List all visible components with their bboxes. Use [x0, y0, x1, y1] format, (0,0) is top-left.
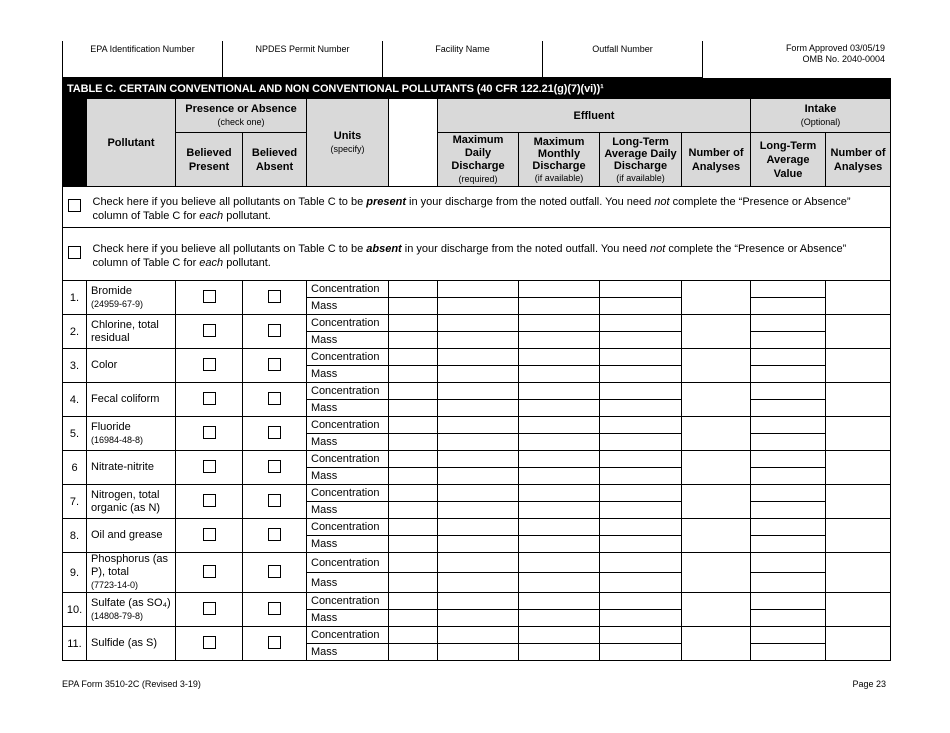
units-concentration-input[interactable]	[389, 281, 438, 298]
max-daily-mass-input[interactable]	[438, 400, 519, 417]
col-intake-long-term: Long-Term Average Value	[751, 133, 826, 187]
max-monthly-concentration-input[interactable]	[519, 553, 600, 573]
believed-absent-cell	[243, 519, 307, 553]
max-monthly-concentration-input[interactable]	[519, 315, 600, 332]
pollutant-name-text: Oil and grease	[91, 529, 163, 541]
pollutant-row	[63, 593, 891, 610]
max-monthly-mass-input[interactable]	[519, 400, 600, 417]
pollutant-name-text: Sulfate (as SO₄)	[91, 596, 171, 609]
intake-num-analyses-input[interactable]	[826, 519, 891, 553]
unit-concentration-label: Concentration	[307, 281, 389, 298]
units-mass-input[interactable]	[389, 332, 438, 349]
unit-mass-label: Mass	[307, 400, 389, 417]
check-all-absent-row	[63, 228, 891, 281]
believed-present-cell	[176, 553, 243, 593]
max-monthly-mass-input[interactable]	[519, 573, 600, 593]
unit-mass-label: Mass	[307, 468, 389, 485]
max-daily-mass-input[interactable]	[438, 536, 519, 553]
units-mass-input[interactable]	[389, 468, 438, 485]
pollutant-row	[63, 315, 891, 332]
col-believed-present: Believed Present	[176, 133, 243, 187]
intake-num-analyses-input[interactable]	[826, 627, 891, 661]
max-daily-concentration-input[interactable]	[438, 451, 519, 468]
believed-present-checkbox[interactable]	[203, 636, 216, 649]
pollutant-number: 11.	[63, 627, 87, 661]
intake-long-term-concentration-input[interactable]	[751, 593, 826, 610]
max-monthly-mass-input[interactable]	[519, 502, 600, 519]
check-all-present-note: Check here if you believe all pollutants on Table C to be present in your discharge from the noted outfall. You need not complete the “Presence or Absence” column of Table C for each pollutant.	[87, 187, 891, 228]
num-analyses-input[interactable]	[682, 281, 751, 315]
max-daily-mass-input[interactable]	[438, 502, 519, 519]
long-term-avg-concentration-input[interactable]	[600, 383, 682, 400]
believed-present-cell	[176, 451, 243, 485]
pollutant-name-text: Color	[91, 359, 118, 371]
max-monthly-sub: (if available)	[534, 172, 584, 183]
max-daily-mass-input[interactable]	[438, 573, 519, 593]
max-monthly-concentration-input[interactable]	[519, 383, 600, 400]
unit-mass-label: Mass	[307, 536, 389, 553]
intake-long-term-concentration-input[interactable]	[751, 417, 826, 434]
units-concentration-input[interactable]	[389, 451, 438, 468]
units-concentration-input[interactable]	[389, 349, 438, 366]
pollutant-name	[87, 383, 176, 417]
outfall-number-field[interactable]	[542, 41, 702, 78]
pollutant-name	[87, 417, 176, 451]
believed-absent-checkbox[interactable]	[268, 460, 281, 473]
believed-absent-checkbox[interactable]	[268, 392, 281, 405]
unit-concentration-label: Concentration	[307, 349, 389, 366]
pollutant-rows	[63, 281, 891, 661]
intake-long-term-concentration-input[interactable]	[751, 383, 826, 400]
pollutant-name	[87, 519, 176, 553]
intake-num-analyses-input[interactable]	[826, 281, 891, 315]
num-analyses-input[interactable]	[682, 553, 751, 593]
col-presence-absence: Presence or Absence (check one)	[176, 99, 307, 133]
pollutant-row	[63, 627, 891, 644]
max-monthly-mass-input[interactable]	[519, 644, 600, 661]
pollutant-name-text: Bromide	[91, 284, 132, 297]
check-all-present-checkbox[interactable]	[68, 199, 81, 212]
intake-long-term-concentration-input[interactable]	[751, 281, 826, 298]
col-effluent: Effluent	[438, 99, 751, 133]
believed-absent-checkbox[interactable]	[268, 290, 281, 303]
intake-num-analyses-input[interactable]	[826, 383, 891, 417]
pollutant-name	[87, 627, 176, 661]
unit-mass-label: Mass	[307, 366, 389, 383]
form-approved-text: Form Approved 03/05/19	[785, 43, 885, 53]
unit-mass-label: Mass	[307, 644, 389, 661]
max-daily-concentration-input[interactable]	[438, 383, 519, 400]
intake-long-term-mass-input[interactable]	[751, 610, 826, 627]
long-term-avg-sub: (if available)	[616, 172, 665, 183]
max-monthly-concentration-input[interactable]	[519, 281, 600, 298]
intake-num-analyses-input[interactable]	[826, 451, 891, 485]
pollutant-number: 6	[63, 451, 87, 485]
long-term-avg-mass-input[interactable]	[600, 644, 682, 661]
units-mass-input[interactable]	[389, 400, 438, 417]
long-term-avg-mass-input[interactable]	[600, 502, 682, 519]
num-analyses-input[interactable]	[682, 519, 751, 553]
intake-long-term-concentration-input[interactable]	[751, 349, 826, 366]
intake-num-analyses-input[interactable]	[826, 315, 891, 349]
col-intake: Intake (Optional)	[751, 99, 891, 133]
unit-mass-label: Mass	[307, 610, 389, 627]
max-monthly-concentration-input[interactable]	[519, 451, 600, 468]
believed-absent-cell	[243, 451, 307, 485]
believed-present-checkbox[interactable]	[203, 565, 216, 578]
pollutant-row	[63, 485, 891, 502]
max-daily-mass-input[interactable]	[438, 468, 519, 485]
long-term-avg-concentration-input[interactable]	[600, 315, 682, 332]
intake-long-term-concentration-input[interactable]	[751, 553, 826, 573]
facility-label: Facility Name	[435, 44, 490, 54]
long-term-avg-concentration-input[interactable]	[600, 451, 682, 468]
units-concentration-input[interactable]	[389, 519, 438, 536]
units-concentration-input[interactable]	[389, 593, 438, 610]
unit-concentration-label: Concentration	[307, 519, 389, 536]
believed-absent-checkbox[interactable]	[268, 636, 281, 649]
col-pollutant: Pollutant	[87, 99, 176, 187]
believed-absent-checkbox[interactable]	[268, 358, 281, 371]
footer-form-id: EPA Form 3510-2C (Revised 3-19)	[62, 679, 201, 689]
header-row-1	[63, 99, 891, 133]
max-daily-concentration-input[interactable]	[438, 485, 519, 502]
units-concentration-input[interactable]	[389, 627, 438, 644]
pollutant-name-text: Fluoride	[91, 420, 131, 433]
pollutant-name-text: Nitrate-nitrite	[91, 461, 154, 473]
col-intake-num-analyses: Number of Analyses	[826, 133, 891, 187]
believed-present-checkbox[interactable]	[203, 528, 216, 541]
col-units: Units (specify)	[307, 99, 389, 187]
pollutant-name	[87, 349, 176, 383]
believed-absent-checkbox[interactable]	[268, 528, 281, 541]
units-mass-input[interactable]	[389, 610, 438, 627]
intake-num-analyses-input[interactable]	[826, 417, 891, 451]
believed-present-checkbox[interactable]	[203, 392, 216, 405]
pollutant-name-text: Phosphorus (as P), total	[91, 553, 169, 578]
header-divider	[702, 41, 703, 78]
unit-mass-label: Mass	[307, 573, 389, 593]
believed-present-cell	[176, 519, 243, 553]
believed-absent-checkbox[interactable]	[268, 602, 281, 615]
max-daily-mass-input[interactable]	[438, 298, 519, 315]
max-monthly-concentration-input[interactable]	[519, 519, 600, 536]
intake-long-term-mass-input[interactable]	[751, 644, 826, 661]
units-mass-input[interactable]	[389, 573, 438, 593]
max-daily-concentration-input[interactable]	[438, 281, 519, 298]
believed-present-checkbox[interactable]	[203, 494, 216, 507]
intake-num-analyses-input[interactable]	[826, 349, 891, 383]
long-term-avg-concentration-input[interactable]	[600, 281, 682, 298]
pollutant-number: 10.	[63, 593, 87, 627]
long-term-avg-mass-input[interactable]	[600, 400, 682, 417]
pollutant-number: 4.	[63, 383, 87, 417]
believed-absent-cell	[243, 485, 307, 519]
max-monthly-mass-input[interactable]	[519, 468, 600, 485]
header-row-2	[63, 133, 891, 187]
believed-absent-cell	[243, 627, 307, 661]
max-daily-mass-input[interactable]	[438, 332, 519, 349]
pollutant-name-text: Sulfide (as S)	[91, 637, 158, 649]
max-daily-concentration-input[interactable]	[438, 553, 519, 573]
pollutant-row	[63, 417, 891, 434]
pollutant-name-text: Nitrogen, total organic (as N)	[91, 488, 161, 514]
max-daily-mass-input[interactable]	[438, 644, 519, 661]
long-term-avg-mass-input[interactable]	[600, 468, 682, 485]
max-monthly-mass-input[interactable]	[519, 332, 600, 349]
pollutant-name	[87, 281, 176, 315]
max-daily-mass-input[interactable]	[438, 434, 519, 451]
facility-name-field[interactable]	[382, 41, 542, 78]
believed-absent-cell	[243, 417, 307, 451]
intake-long-term-mass-input[interactable]	[751, 502, 826, 519]
num-analyses-input[interactable]	[682, 315, 751, 349]
table-title: TABLE C. CERTAIN CONVENTIONAL AND NON CONVENTIONAL POLLUTANTS (40 CFR 122.21(g)(7)(vi))¹	[63, 79, 891, 99]
long-term-avg-concentration-input[interactable]	[600, 553, 682, 573]
intake-long-term-mass-input[interactable]	[751, 468, 826, 485]
long-term-avg-mass-input[interactable]	[600, 536, 682, 553]
long-term-avg-concentration-input[interactable]	[600, 519, 682, 536]
believed-absent-checkbox[interactable]	[268, 426, 281, 439]
unit-mass-label: Mass	[307, 298, 389, 315]
col-num-analyses: Number of Analyses	[682, 133, 751, 187]
unit-mass-label: Mass	[307, 332, 389, 349]
check-all-present-row	[63, 187, 891, 228]
unit-concentration-label: Concentration	[307, 315, 389, 332]
unit-mass-label: Mass	[307, 434, 389, 451]
believed-present-checkbox[interactable]	[203, 602, 216, 615]
units-concentration-input[interactable]	[389, 383, 438, 400]
num-analyses-input[interactable]	[682, 349, 751, 383]
believed-absent-cell	[243, 383, 307, 417]
header-black-strip	[63, 99, 87, 187]
pollutant-row	[63, 519, 891, 536]
unit-concentration-label: Concentration	[307, 485, 389, 502]
num-analyses-input[interactable]	[682, 417, 751, 451]
max-monthly-concentration-input[interactable]	[519, 593, 600, 610]
presence-subtitle: (check one)	[217, 116, 265, 127]
table-title-row	[63, 79, 891, 99]
intake-long-term-concentration-input[interactable]	[751, 519, 826, 536]
max-monthly-mass-input[interactable]	[519, 434, 600, 451]
units-mass-input[interactable]	[389, 298, 438, 315]
num-analyses-input[interactable]	[682, 383, 751, 417]
max-daily-concentration-input[interactable]	[438, 519, 519, 536]
max-monthly-mass-input[interactable]	[519, 536, 600, 553]
unit-concentration-label: Concentration	[307, 383, 389, 400]
intake-long-term-mass-input[interactable]	[751, 298, 826, 315]
col-believed-absent: Believed Absent	[243, 133, 307, 187]
units-mass-input[interactable]	[389, 644, 438, 661]
pollutant-cas: (14808-79-8)	[91, 610, 144, 621]
units-concentration-input[interactable]	[389, 315, 438, 332]
believed-present-cell	[176, 315, 243, 349]
pollutant-row	[63, 383, 891, 400]
intake-subtitle: (Optional)	[800, 116, 841, 127]
pollutant-number: 5.	[63, 417, 87, 451]
intake-num-analyses-input[interactable]	[826, 553, 891, 593]
num-analyses-input[interactable]	[682, 627, 751, 661]
pollutant-number: 2.	[63, 315, 87, 349]
believed-present-cell	[176, 417, 243, 451]
max-daily-concentration-input[interactable]	[438, 627, 519, 644]
intake-long-term-mass-input[interactable]	[751, 332, 826, 349]
believed-present-cell	[176, 383, 243, 417]
intake-long-term-mass-input[interactable]	[751, 536, 826, 553]
units-concentration-input[interactable]	[389, 485, 438, 502]
units-mass-input[interactable]	[389, 434, 438, 451]
units-mass-input[interactable]	[389, 366, 438, 383]
believed-absent-checkbox[interactable]	[268, 565, 281, 578]
believed-present-checkbox[interactable]	[203, 324, 216, 337]
believed-present-checkbox[interactable]	[203, 290, 216, 303]
outfall-label: Outfall Number	[592, 44, 653, 54]
believed-present-cell	[176, 627, 243, 661]
intake-long-term-concentration-input[interactable]	[751, 315, 826, 332]
omb-number: OMB No. 2040-0004	[802, 54, 885, 64]
long-term-avg-mass-input[interactable]	[600, 298, 682, 315]
intake-long-term-mass-input[interactable]	[751, 400, 826, 417]
intake-num-analyses-input[interactable]	[826, 593, 891, 627]
believed-absent-cell	[243, 553, 307, 593]
pollutant-number: 1.	[63, 281, 87, 315]
col-max-monthly: Maximum Monthly Discharge (if available)	[519, 133, 600, 187]
num-analyses-input[interactable]	[682, 451, 751, 485]
units-concentration-input[interactable]	[389, 417, 438, 434]
table-c	[62, 78, 891, 661]
pollutant-cas: (7723-14-0)	[91, 580, 139, 590]
identification-header	[62, 41, 890, 78]
believed-absent-cell	[243, 315, 307, 349]
long-term-avg-concentration-input[interactable]	[600, 593, 682, 610]
max-monthly-concentration-input[interactable]	[519, 349, 600, 366]
pollutant-number: 8.	[63, 519, 87, 553]
believed-present-checkbox[interactable]	[203, 426, 216, 439]
believed-absent-cell	[243, 349, 307, 383]
epa-id-field[interactable]	[62, 41, 222, 78]
unit-concentration-label: Concentration	[307, 451, 389, 468]
pollutant-cas: (24959-67-9)	[91, 298, 144, 309]
pollutant-name-text: Chlorine, total residual	[91, 318, 159, 344]
max-daily-concentration-input[interactable]	[438, 315, 519, 332]
max-monthly-mass-input[interactable]	[519, 366, 600, 383]
pollutant-row	[63, 451, 891, 468]
col-long-term-avg: Long-Term Average Daily Discharge (if available)	[600, 133, 682, 187]
units-mass-input[interactable]	[389, 502, 438, 519]
max-daily-sub: (required)	[458, 173, 498, 184]
max-monthly-mass-input[interactable]	[519, 298, 600, 315]
pollutant-row	[63, 349, 891, 366]
believed-present-cell	[176, 593, 243, 627]
check-all-absent-note: Check here if you believe all pollutants on Table C to be absent in your discharge from the noted outfall. You need not complete the “Presence or Absence” column of Table C for each pollutant.	[87, 228, 891, 281]
pollutant-name	[87, 593, 176, 627]
unit-concentration-label: Concentration	[307, 417, 389, 434]
npdes-field[interactable]	[222, 41, 382, 78]
pollutant-number: 7.	[63, 485, 87, 519]
check-all-absent-checkbox[interactable]	[68, 246, 81, 259]
pollutant-number: 9.	[63, 553, 87, 593]
believed-absent-cell	[243, 593, 307, 627]
max-monthly-mass-input[interactable]	[519, 610, 600, 627]
intake-long-term-mass-input[interactable]	[751, 366, 826, 383]
form-approval	[786, 43, 885, 65]
long-term-avg-concentration-input[interactable]	[600, 485, 682, 502]
num-analyses-input[interactable]	[682, 593, 751, 627]
unit-mass-label: Mass	[307, 502, 389, 519]
max-daily-mass-input[interactable]	[438, 366, 519, 383]
max-daily-concentration-input[interactable]	[438, 593, 519, 610]
intake-long-term-concentration-input[interactable]	[751, 627, 826, 644]
long-term-avg-mass-input[interactable]	[600, 610, 682, 627]
pollutant-row	[63, 281, 891, 298]
max-monthly-concentration-input[interactable]	[519, 627, 600, 644]
intake-long-term-mass-input[interactable]	[751, 434, 826, 451]
pollutant-name	[87, 451, 176, 485]
pollutant-row	[63, 553, 891, 573]
believed-absent-cell	[243, 281, 307, 315]
believed-present-cell	[176, 485, 243, 519]
pollutant-cas: (16984-48-8)	[91, 434, 144, 445]
long-term-avg-concentration-input[interactable]	[600, 349, 682, 366]
believed-absent-checkbox[interactable]	[268, 494, 281, 507]
believed-present-cell	[176, 349, 243, 383]
unit-concentration-label: Concentration	[307, 593, 389, 610]
units-concentration-input[interactable]	[389, 553, 438, 573]
units-mass-input[interactable]	[389, 536, 438, 553]
long-term-avg-mass-input[interactable]	[600, 366, 682, 383]
col-max-daily: Maximum Daily Discharge (required)	[438, 133, 519, 187]
pollutant-name	[87, 315, 176, 349]
units-subtitle: (specify)	[330, 143, 365, 154]
num-analyses-input[interactable]	[682, 485, 751, 519]
believed-absent-checkbox[interactable]	[268, 324, 281, 337]
intake-long-term-concentration-input[interactable]	[751, 485, 826, 502]
believed-present-checkbox[interactable]	[203, 460, 216, 473]
intake-num-analyses-input[interactable]	[826, 485, 891, 519]
intake-long-term-mass-input[interactable]	[751, 573, 826, 593]
max-monthly-concentration-input[interactable]	[519, 417, 600, 434]
long-term-avg-mass-input[interactable]	[600, 434, 682, 451]
footer-page-number: Page 23	[852, 679, 886, 689]
long-term-avg-mass-input[interactable]	[600, 573, 682, 593]
max-monthly-concentration-input[interactable]	[519, 485, 600, 502]
npdes-label: NPDES Permit Number	[255, 44, 350, 54]
long-term-avg-concentration-input[interactable]	[600, 417, 682, 434]
max-daily-concentration-input[interactable]	[438, 417, 519, 434]
unit-concentration-label: Concentration	[307, 553, 389, 573]
intake-long-term-concentration-input[interactable]	[751, 451, 826, 468]
believed-present-checkbox[interactable]	[203, 358, 216, 371]
long-term-avg-concentration-input[interactable]	[600, 627, 682, 644]
believed-present-cell	[176, 281, 243, 315]
pollutant-name	[87, 553, 176, 593]
pollutant-name	[87, 485, 176, 519]
pollutant-name-text: Fecal coliform	[91, 393, 160, 405]
unit-concentration-label: Concentration	[307, 627, 389, 644]
col-units-spacer	[389, 99, 438, 187]
max-daily-mass-input[interactable]	[438, 610, 519, 627]
epa-id-label: EPA Identification Number	[90, 44, 195, 54]
long-term-avg-mass-input[interactable]	[600, 332, 682, 349]
pollutant-number: 3.	[63, 349, 87, 383]
max-daily-concentration-input[interactable]	[438, 349, 519, 366]
